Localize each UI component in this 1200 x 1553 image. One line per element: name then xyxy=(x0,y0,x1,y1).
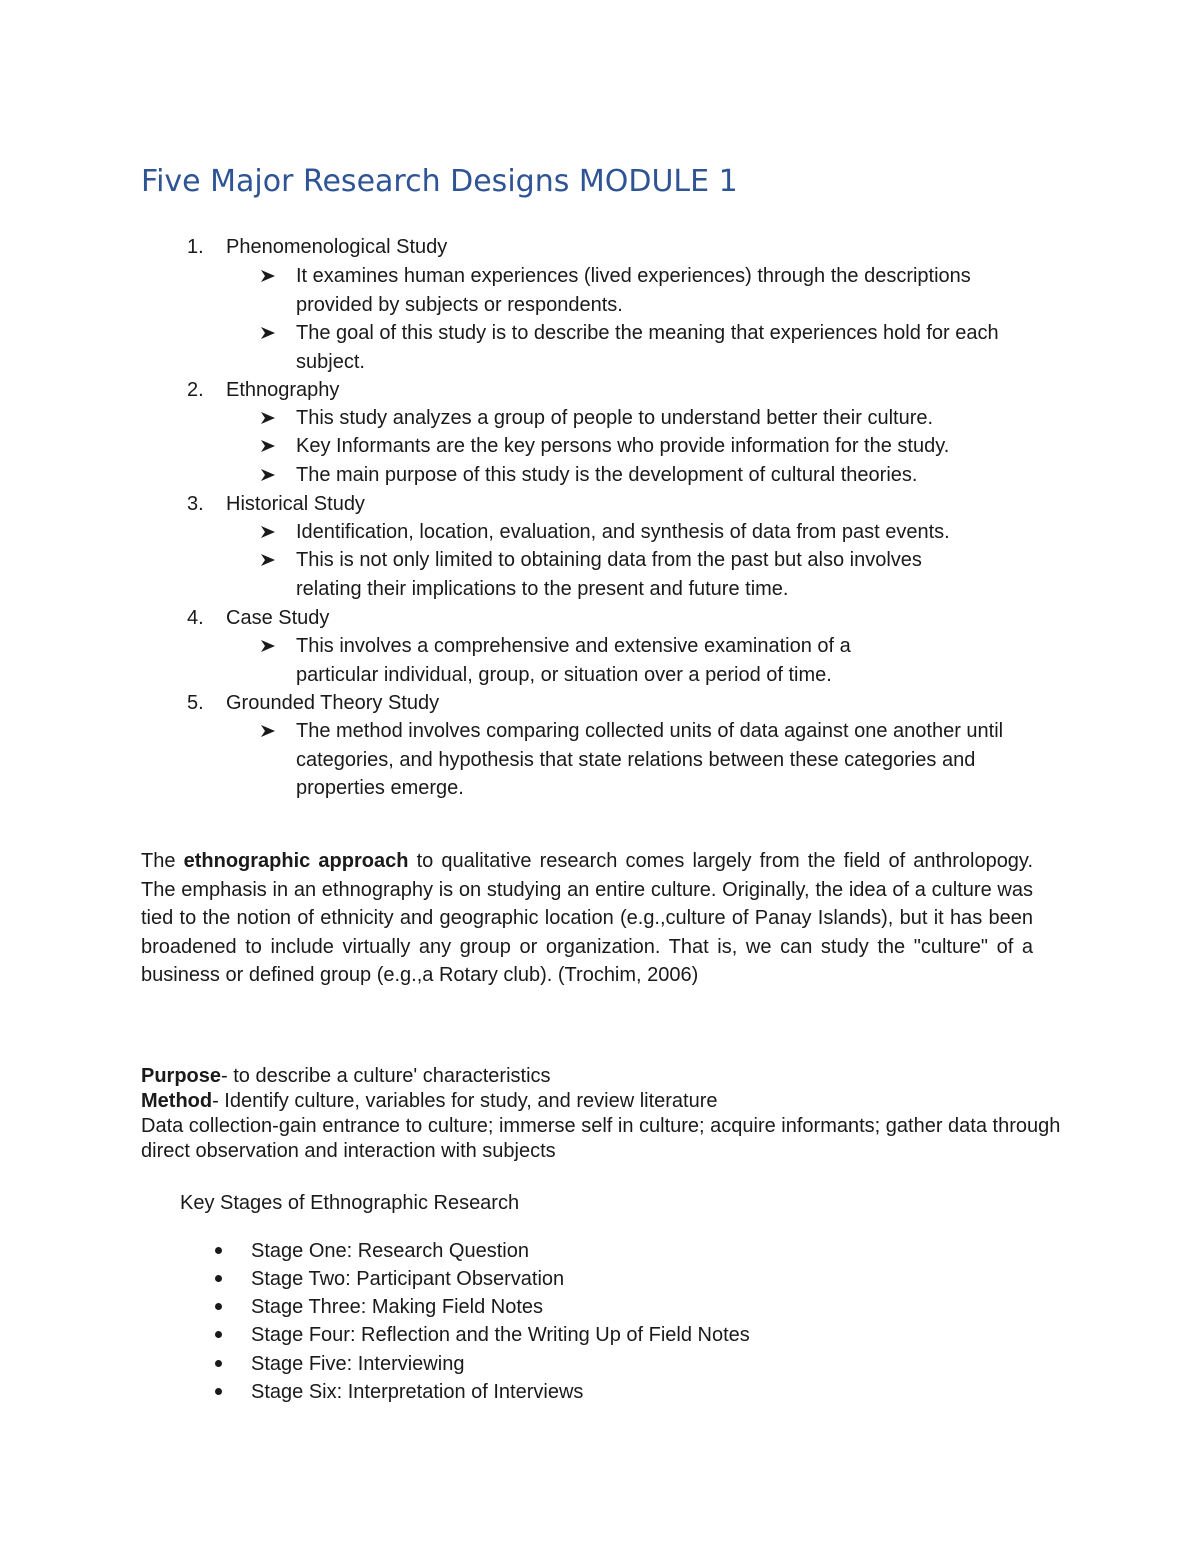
purpose-text: - to describe a culture' characteristics xyxy=(221,1065,551,1087)
method-line xyxy=(141,1089,1071,1114)
stages-heading: Key Stages of Ethnographic Research xyxy=(180,1192,520,1214)
bullet-icon xyxy=(215,1360,222,1367)
paragraph-lead: The xyxy=(141,850,176,872)
method-label: Method xyxy=(141,1090,213,1112)
sub-point-text: It examines human experiences (lived experiences) through the descriptions provided by subjects or respondents. xyxy=(296,265,971,316)
stage-text: Stage Four: Reflection and the Writing Up of Field Notes xyxy=(251,1324,750,1346)
sub-point-text: This is not only limited to obtaining data from the past but also involves relating their implications to the present and future time. xyxy=(296,549,922,600)
purpose-line xyxy=(141,1064,1071,1089)
method-text: - Identify culture, variables for study, and review literature xyxy=(212,1090,718,1112)
list-number: 2. xyxy=(187,379,204,401)
list-number: 3. xyxy=(187,493,204,515)
paragraph-bold-term: ethnographic approach xyxy=(183,850,409,872)
list-number: 1. xyxy=(187,236,204,258)
arrowhead-bullet-icon xyxy=(258,432,280,460)
list-number: 4. xyxy=(187,607,204,629)
purpose-label: Purpose xyxy=(141,1065,222,1087)
arrowhead-bullet-icon xyxy=(258,717,280,745)
list-number: 5. xyxy=(187,692,204,714)
purpose-method-block xyxy=(141,1064,1071,1164)
design-name: Ethnography xyxy=(226,379,340,401)
document-title: Five Major Research Designs MODULE 1 xyxy=(141,164,738,199)
bullet-icon xyxy=(215,1247,222,1254)
stage-text: Stage Two: Participant Observation xyxy=(251,1268,565,1290)
bullet-icon xyxy=(215,1331,222,1338)
sub-point-text: Key Informants are the key persons who provide information for the study. xyxy=(296,435,950,457)
arrowhead-bullet-icon xyxy=(258,518,280,546)
stage-text: Stage Six: Interpretation of Interviews xyxy=(251,1381,584,1403)
ethnographic-approach-paragraph xyxy=(141,847,1033,990)
design-name: Phenomenological Study xyxy=(226,236,448,258)
bullet-icon xyxy=(215,1275,222,1282)
design-name: Historical Study xyxy=(226,493,365,515)
paragraph-body: to qualitative research comes largely from the field of anthrolopogy. The emphasis in an ethnography is on studying an entire culture. Originally, the idea of a culture was tied to the notion of ethnicity and geographic location (e.g.,culture of Panay Islands), but it has been broadened to include virtually any group or organization. That is, we can study the "culture" of a business or defined group (e.g.,a Rotary club). (Trochim, 2006) xyxy=(141,850,1034,986)
sub-point-text: The method involves comparing collected units of data against one another until categories, and hypothesis that state relations between these categories and properties emerge. xyxy=(296,720,1004,799)
arrowhead-bullet-icon xyxy=(258,461,280,489)
arrowhead-bullet-icon xyxy=(258,262,280,290)
design-name: Grounded Theory Study xyxy=(226,692,440,714)
bullet-icon xyxy=(215,1388,222,1395)
stage-text: Stage Three: Making Field Notes xyxy=(251,1296,544,1318)
sub-point-text: The main purpose of this study is the development of cultural theories. xyxy=(296,464,918,486)
design-name: Case Study xyxy=(226,607,330,629)
stage-text: Stage Five: Interviewing xyxy=(251,1353,465,1375)
stage-text: Stage One: Research Question xyxy=(251,1240,529,1262)
sub-point-text: This involves a comprehensive and extensive examination of a particular individual, group, or situation over a period of time. xyxy=(296,635,851,686)
arrowhead-bullet-icon xyxy=(258,319,280,347)
data-collection-text: Data collection-gain entrance to culture; immerse self in culture; acquire informants; gather data through direct observation and interaction with subjects xyxy=(141,1115,1061,1162)
sub-point-text: The goal of this study is to describe the meaning that experiences hold for each subject. xyxy=(296,322,999,373)
arrowhead-bullet-icon xyxy=(258,546,280,574)
bullet-icon xyxy=(215,1303,222,1310)
arrowhead-bullet-icon xyxy=(258,404,280,432)
arrowhead-bullet-icon xyxy=(258,632,280,660)
sub-point-text: This study analyzes a group of people to understand better their culture. xyxy=(296,407,934,429)
sub-point-text: Identification, location, evaluation, and synthesis of data from past events. xyxy=(296,521,950,543)
